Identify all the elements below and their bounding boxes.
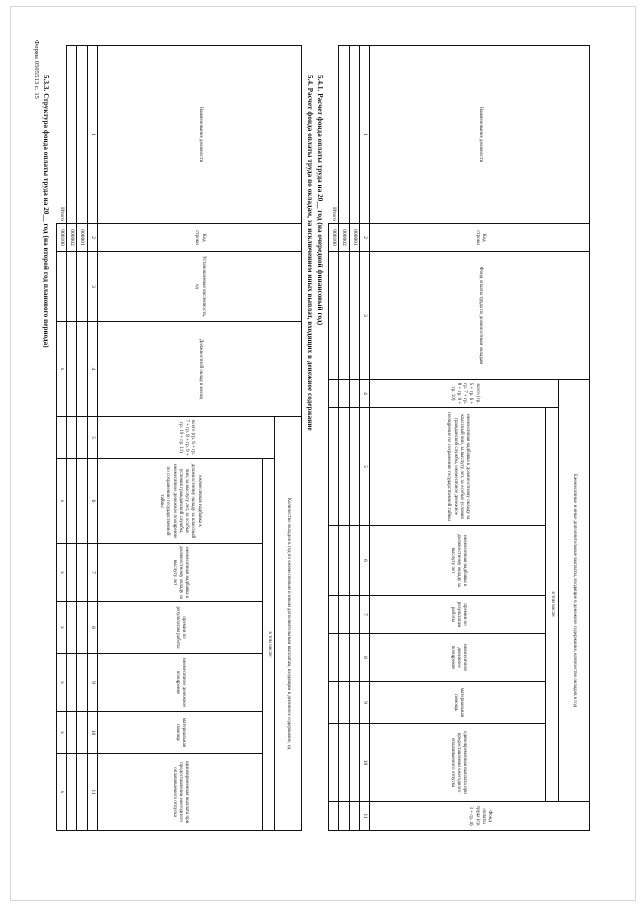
col-number: 7: [87, 544, 97, 602]
col-number: 5: [359, 408, 369, 526]
cell-col-11[interactable]: [349, 802, 359, 831]
cross-mark: x: [57, 322, 67, 417]
table-row: [77, 46, 87, 831]
col-number: 6: [87, 459, 97, 544]
col-number: 6: [359, 526, 369, 596]
header-group: Количество окладов в год по ежемесячным и иным дополнительным выплатам, входящим в денежное содержание, ед: [275, 417, 302, 831]
cell-col-7[interactable]: [349, 596, 359, 634]
col-number: 10: [87, 712, 97, 754]
total-col-6[interactable]: [329, 526, 339, 596]
cell-code: 000001: [77, 224, 87, 252]
cell-col-11[interactable]: [339, 802, 349, 831]
header-group: Ежемесячные и иные дополнительные выплаты, входящие в денежное содержание, количество окладов в год: [558, 380, 589, 802]
cell-staff[interactable]: [67, 252, 77, 322]
cell-col-10[interactable]: [67, 712, 77, 754]
cell-col-9[interactable]: [67, 654, 77, 712]
cross-mark: x: [57, 459, 67, 544]
cell-col-9[interactable]: [349, 682, 359, 724]
total-staff[interactable]: [57, 252, 67, 322]
header-col-8: премии по результатам работы: [97, 602, 262, 654]
total-fund[interactable]: [329, 252, 339, 380]
col-number: 7: [359, 596, 369, 634]
header-all: всего (гр. 6 + гр. 7 + гр. 8 + гр. 9 + гр. 10 + гр. 11): [97, 417, 274, 459]
cell-code: 000001: [349, 224, 359, 252]
total-col-5[interactable]: [329, 408, 339, 526]
col-number: 2: [359, 224, 369, 252]
header-col-6: ежемесячная надбавка к должностному окладу за выслугу лет: [370, 526, 546, 596]
total-label: Итого: [58, 207, 65, 221]
cell-col-8[interactable]: [67, 602, 77, 654]
cell-staff[interactable]: [77, 252, 87, 322]
col-number: 4: [87, 322, 97, 417]
header-col-7: премии по результатам работы: [370, 596, 546, 634]
cell-col-8[interactable]: [349, 634, 359, 682]
cell-col-11[interactable]: [67, 754, 77, 831]
cell-all[interactable]: [339, 380, 349, 408]
cell-col-6[interactable]: [349, 526, 359, 596]
section-54-title: 5.4. Расчет фонда оплаты труда по окладам, за исключением иных выплат, входящих в денежное содержание: [306, 75, 314, 431]
cell-col-6[interactable]: [67, 459, 77, 544]
cell-name[interactable]: [67, 46, 77, 224]
col-number: 1: [359, 46, 369, 224]
cell-col-11[interactable]: [77, 754, 87, 831]
total-label: Итого: [330, 207, 337, 221]
total-col-8[interactable]: [329, 634, 339, 682]
total-code: 900100: [57, 224, 67, 252]
total-col-7[interactable]: [329, 596, 339, 634]
header-staff: Установленная численность, ед: [97, 252, 301, 322]
cell-col-7[interactable]: [67, 544, 77, 602]
total-row: [57, 46, 67, 831]
header-incl: в том числе:: [262, 459, 274, 831]
cross-mark: x: [57, 712, 67, 754]
col-number: 9: [359, 682, 369, 724]
cell-col-10[interactable]: [77, 712, 87, 754]
cross-mark: x: [57, 754, 67, 831]
cell-all[interactable]: [67, 417, 77, 459]
header-name: Наименование должности: [370, 46, 590, 224]
col-number: 5: [87, 417, 97, 459]
col-number: 2: [87, 224, 97, 252]
total-code: 900100: [329, 224, 339, 252]
total-col-11[interactable]: [329, 802, 339, 831]
cell-all[interactable]: [349, 380, 359, 408]
cell-col-5[interactable]: [349, 408, 359, 526]
header-all: всего (гр. 5 + гр. 6 + гр. 7 + гр. 8 + гр. 9 + гр. 10): [370, 380, 559, 408]
col-number: 3: [359, 252, 369, 380]
cell-col-5[interactable]: [339, 408, 349, 526]
cell-col-10[interactable]: [349, 724, 359, 802]
cell-name[interactable]: [339, 46, 349, 224]
cell-name[interactable]: [77, 46, 87, 224]
table-541: [328, 45, 590, 831]
col-number: 1: [87, 46, 97, 224]
col-number: 4: [359, 380, 369, 408]
table-row: [349, 46, 359, 831]
col-number: 11: [359, 802, 369, 831]
header-col-11: единовременная выплата при предоставлении ежегодного оплачиваемого отпуска: [97, 754, 262, 831]
cross-mark: x: [57, 544, 67, 602]
header-name: Наименование должности: [97, 46, 301, 224]
header-salary: Должностной оклад в месяц: [97, 322, 301, 417]
table-row: [67, 46, 77, 831]
col-number: 8: [359, 634, 369, 682]
cell-col-8[interactable]: [339, 634, 349, 682]
cell-salary[interactable]: [67, 322, 77, 417]
cell-col-6[interactable]: [339, 526, 349, 596]
table-533: [56, 45, 302, 831]
header-col-6: ежемесячная надбавка к должностному окладу за классный чин, за выслугу лет, за особые условия гражданской службы, ежемесячное денежное поощрение по сохранению государственной тайны: [97, 459, 262, 544]
col-number: 9: [87, 654, 97, 712]
total-col-9[interactable]: [329, 682, 339, 724]
header-col-9: материальная помощь: [370, 682, 546, 724]
cell-col-6[interactable]: [77, 459, 87, 544]
cell-all[interactable]: [77, 417, 87, 459]
cross-mark: x: [57, 602, 67, 654]
cell-col-10[interactable]: [339, 724, 349, 802]
header-code: Код строки: [370, 224, 590, 252]
form-page-label: Форма 0505513 с. 15: [33, 40, 40, 100]
header-col-9: ежемесячное денежное поощрение: [97, 654, 262, 712]
cell-fund[interactable]: [339, 252, 349, 380]
header-col-5: ежемесячная надбавка к должностному окладу за классный чин, за выслугу лет, за особые условия гражданской службы, ежемесячное денежное поощрение по сохранению государственной тайны: [370, 408, 546, 526]
total-row: [329, 46, 339, 831]
cross-mark: x: [57, 654, 67, 712]
total-all[interactable]: [57, 417, 67, 459]
table-row: [339, 46, 349, 831]
col-number: 11: [87, 754, 97, 831]
header-col-7: ежемесячная надбавка к должностному окладу за выслугу лет: [97, 544, 262, 602]
col-number: 3: [87, 252, 97, 322]
header-col-11: Фонд оплаты труда (гр. 3 + гр. 4): [370, 802, 590, 831]
cell-code: 000002: [67, 224, 77, 252]
cell-salary[interactable]: [77, 322, 87, 417]
header-col-10: единовременная выплата при предоставлении ежегодного оплачиваемого отпуска: [370, 724, 546, 802]
header-col-10: материальная помощь: [97, 712, 262, 754]
total-all[interactable]: [329, 380, 339, 408]
cell-col-9[interactable]: [339, 682, 349, 724]
col-number: 10: [359, 724, 369, 802]
col-number: 8: [87, 602, 97, 654]
header-incl: в том числе:: [546, 408, 558, 802]
cell-name[interactable]: [349, 46, 359, 224]
cell-col-9[interactable]: [77, 654, 87, 712]
header-fund: Фонд оплаты труда по должностным окладам: [370, 252, 590, 380]
section-541-title: 5.4.1. Расчет фонда оплаты труда на 20__ год (на очередной финансовый год): [316, 75, 324, 326]
cell-col-7[interactable]: [339, 596, 349, 634]
cell-fund[interactable]: [349, 252, 359, 380]
header-col-8: ежемесячное денежное поощрение: [370, 634, 546, 682]
cell-col-8[interactable]: [77, 602, 87, 654]
total-col-10[interactable]: [329, 724, 339, 802]
cell-col-7[interactable]: [77, 544, 87, 602]
section-533-title: 5.3.3. Структура фонда оплаты труда на 20__ год (на второй год планового периода): [42, 75, 50, 348]
cell-code: 000002: [339, 224, 349, 252]
header-code: Код строки: [97, 224, 301, 252]
